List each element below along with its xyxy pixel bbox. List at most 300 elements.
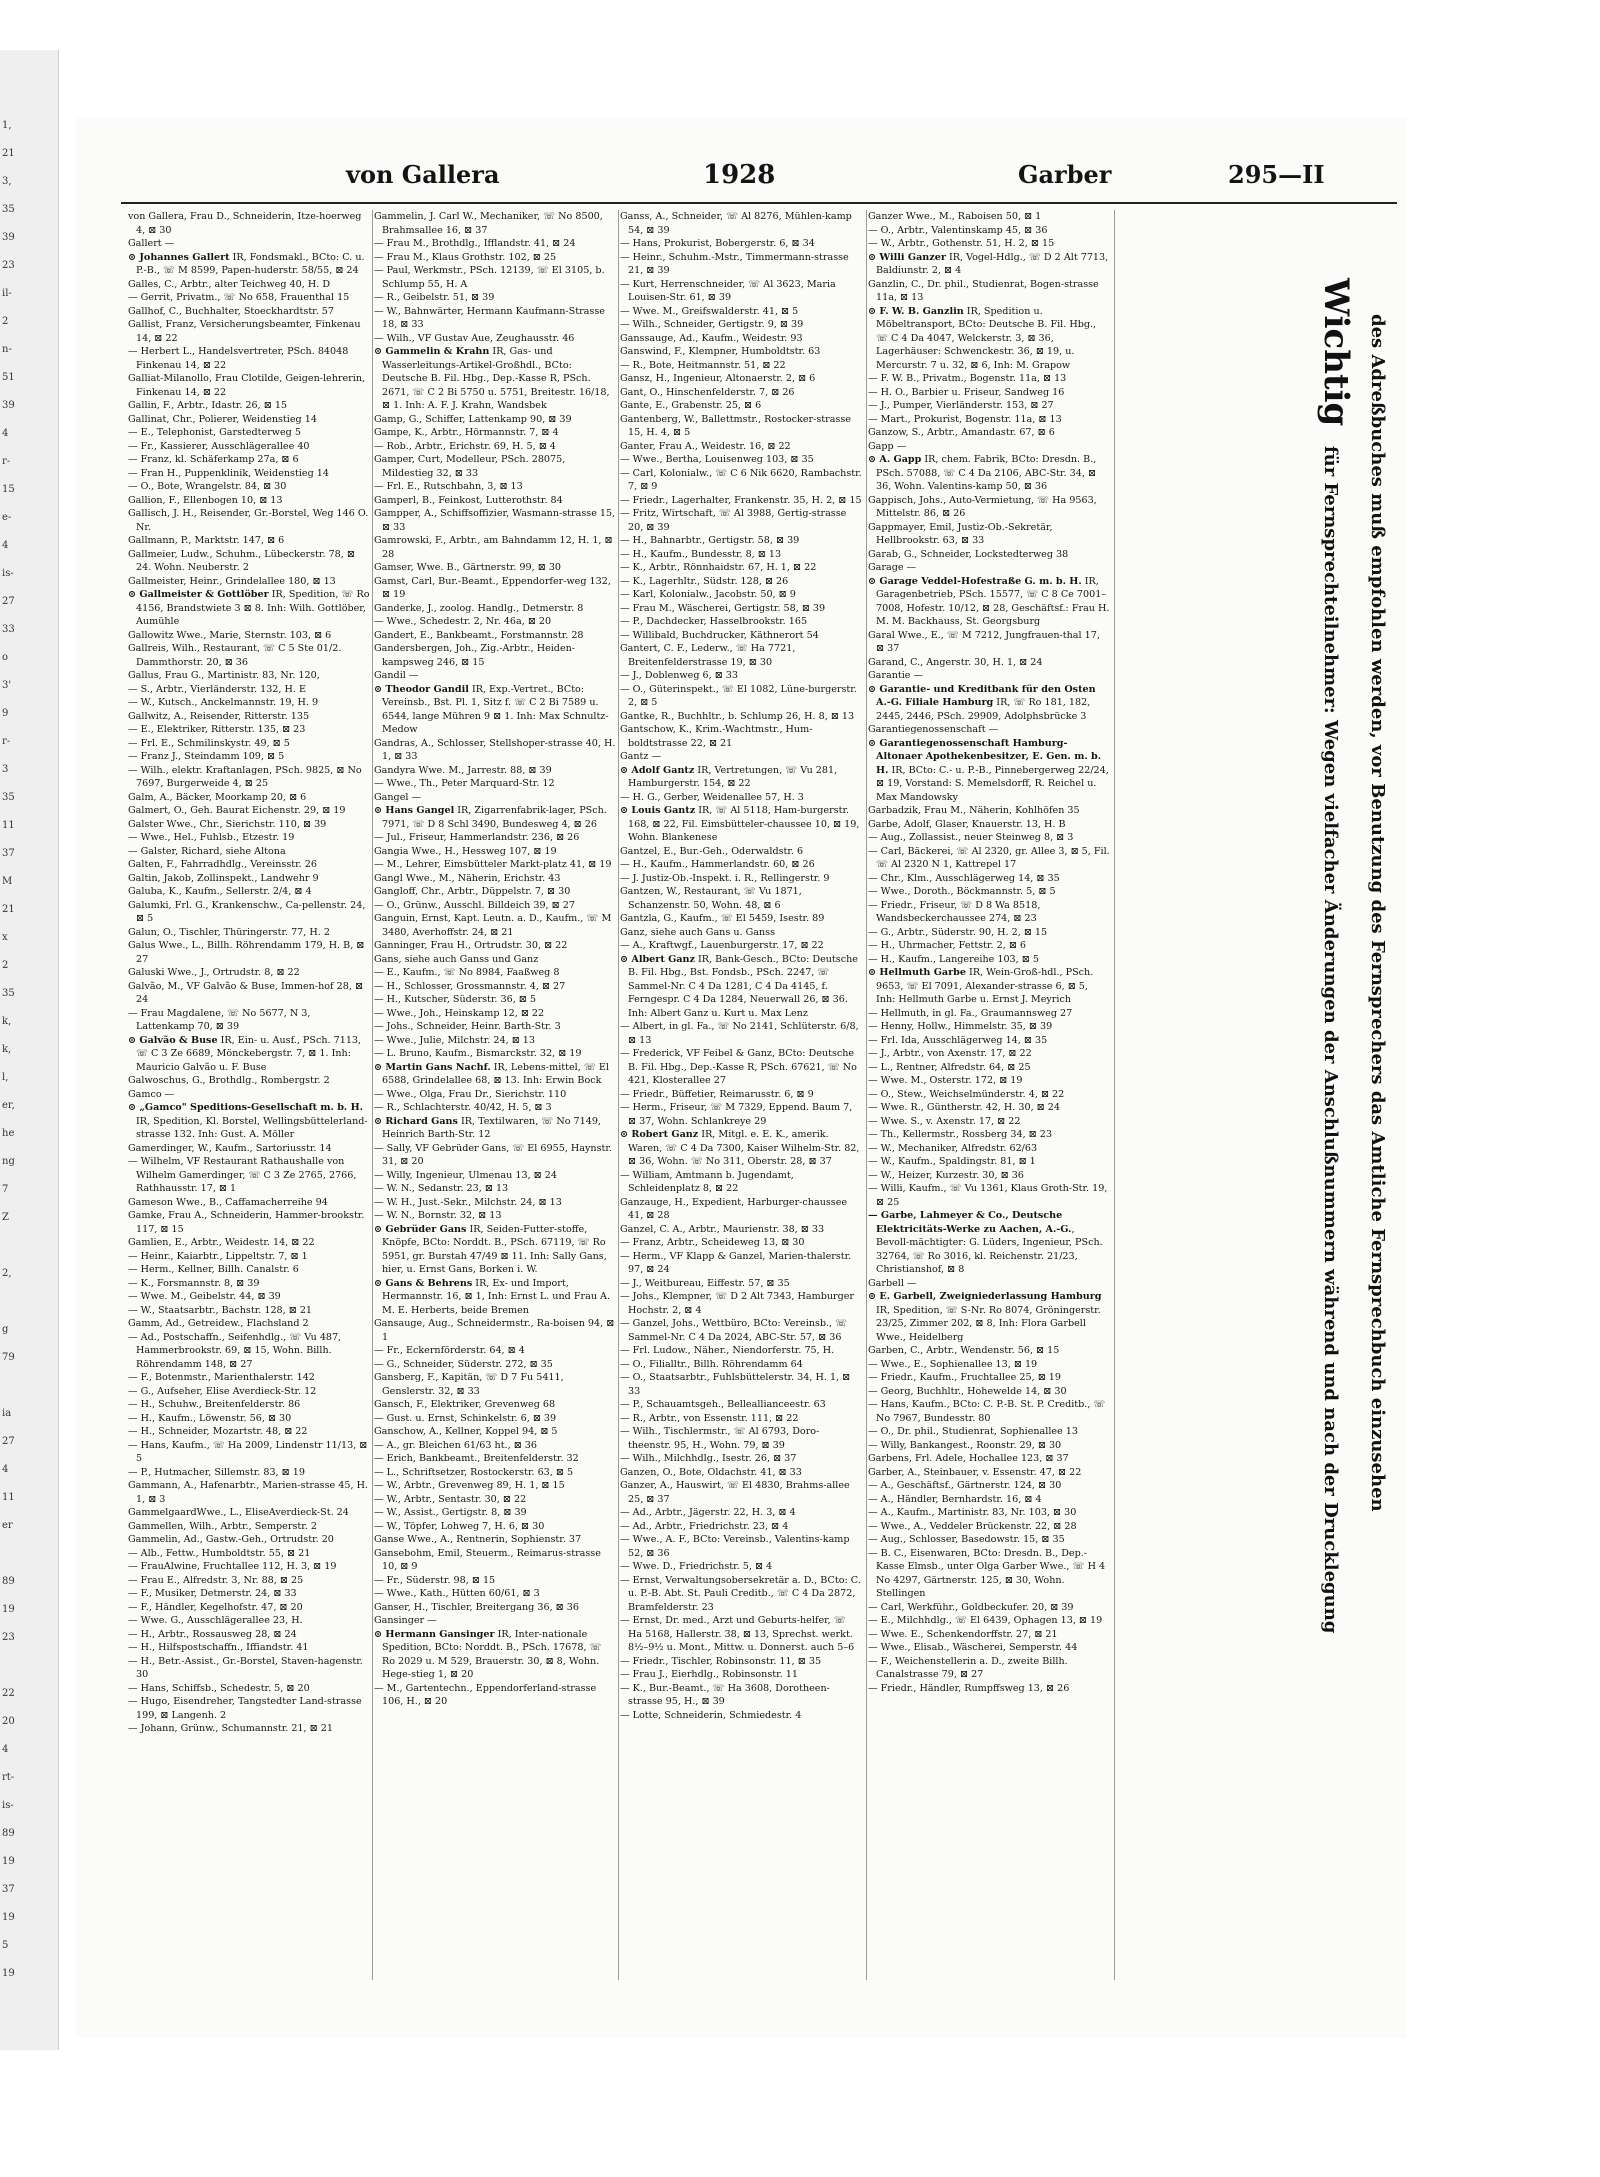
entry-text: IR, Wein-Groß-hdl., PSch. 9653, ☏ El 7091, Alexander-strasse 6, ⊠ 5, Inh: Hellmuth Garbe u. Ernst J. Meyrich — [876, 967, 1094, 1005]
entry-text: Ganswind, F., Klempner, Humboldtstr. 63 — [620, 346, 821, 357]
entry-text: — Heinr., Schuhm.-Mstr., Timmermann-strasse 21, ⊠ 39 — [620, 251, 849, 276]
entry-text: IR, Garagenbetrieb, PSch. 15577, ☏ C 8 Ce 7001–7008, Hofestr. 10/12, ⊠ 28, Geschäftsf.: Frau H. M. M. Backhauss, St. Georgsburg — [876, 575, 1110, 627]
entry-text: Gantert, C. F., Lederw., ☏ Ha 7721, Breitenfelderstrasse 19, ⊠ 30 — [620, 643, 796, 668]
entry-text: — O., Stew., Weichselmünderstr. 4, ⊠ 22 — [868, 1088, 1065, 1100]
entry-text: — Willy, Ingenieur, Ulmenau 13, ⊠ 24 — [374, 1169, 557, 1181]
directory-entry — [374, 966, 616, 980]
entry-text: — Lotte, Schneiderin, Schmiedestr. 4 — [620, 1709, 802, 1721]
entry-text: Gantke, R., Buchhltr., b. Schlump 26, H. 8, ⊠ 13 — [620, 710, 855, 722]
entry-text: Garantiegenossenschaft — — [868, 724, 999, 735]
entry-text: — Alb., Fettw., Humboldtstr. 55, ⊠ 21 — [128, 1547, 311, 1559]
directory-entry — [868, 278, 1110, 305]
vertical-notice — [1316, 278, 1356, 1998]
directory-entry — [620, 750, 862, 764]
entry-text: IR, Mitgl. e. E. K., amerik. Waren, ☏ C 4 Da 7300, Kaiser Wilhelm-Str. 82, ⊠ 36, Wohn. ☏ No 311, Oberstr. 28, ⊠ 37 — [628, 1129, 860, 1167]
entry-text: Gammelin, J. Carl W., Mechaniker, ☏ No 8500, Brahmsallee 16, ⊠ 37 — [374, 211, 603, 236]
entry-text: IR, Zigarrenfabrik-lager, PSch. 7971, ☏ D 8 Schl 3490, Bundesweg 4, ⊠ 26 — [382, 805, 607, 830]
directory-entry — [374, 575, 616, 602]
entry-text: Gallert — — [128, 238, 175, 249]
directory-entry — [128, 1196, 370, 1210]
header-year: 1928 — [703, 160, 776, 190]
directory-entry — [128, 710, 370, 724]
entry-text: Gantzen, W., Restaurant, ☏ Vu 1871, Schanzenstr. 50, Wohn. 48, ⊠ 6 — [620, 886, 802, 911]
entry-text: Gansinger — — [374, 1615, 437, 1626]
directory-entry — [620, 1506, 862, 1520]
entry-text: Garben, C., Arbtr., Wendenstr. 56, ⊠ 15 — [868, 1345, 1060, 1356]
directory-entry — [374, 1493, 616, 1507]
entry-text: Garantie — — [868, 670, 924, 681]
entry-text: — H., Schneider, Mozartstr. 48, ⊠ 22 — [128, 1426, 308, 1437]
directory-entry — [374, 777, 616, 791]
directory-entry — [374, 1007, 616, 1021]
directory-entry — [868, 521, 1110, 548]
entry-text: — Willy, Bankangest., Roonstr. 29, ⊠ 30 — [868, 1439, 1062, 1451]
directory-entry — [620, 1047, 862, 1088]
entry-text: — Ad., Arbtr., Friedrichstr. 23, ⊠ 4 — [620, 1520, 789, 1532]
directory-entry — [868, 1371, 1110, 1385]
directory-entry — [620, 251, 862, 278]
bleed-fragment: 89 — [2, 1576, 15, 1587]
directory-entry — [868, 1020, 1110, 1034]
entry-text: — William, Amtmann b. Jugendamt, Schleidenplatz 8, ⊠ 22 — [620, 1169, 794, 1194]
directory-entry — [374, 480, 616, 494]
entry-text: — Ernst, Verwaltungsobersekretär a. D., BCto: C. u. P.-B. Abt. St. Pauli Creditb., ☏ C 4 Da 2872, Bramfelderstr. 23 — [620, 1574, 861, 1613]
directory-entry — [868, 1628, 1110, 1642]
bleed-fragment: k, — [2, 1044, 12, 1055]
entry-text: — R., Geibelstr. 51, ⊠ 39 — [374, 292, 495, 303]
column-divider — [372, 210, 373, 1980]
entry-text: — H., Schlosser, Grossmannstr. 4, ⊠ 27 — [374, 980, 566, 992]
entry-text: — Frau M., Brothdlg., Ifflandstr. 41, ⊠ 24 — [374, 238, 576, 249]
directory-entry — [128, 1466, 370, 1480]
column-2 — [374, 210, 616, 1980]
entry-text: — Wwe., A., Veddeler Brückenstr. 22, ⊠ 28 — [868, 1520, 1077, 1532]
entry-text: — Herm., Kellner, Billh. Canalstr. 6 — [128, 1264, 299, 1275]
directory-entry — [128, 1655, 370, 1682]
directory-entry — [374, 210, 616, 237]
entry-text: Ganninger, Frau H., Ortrudstr. 30, ⊠ 22 — [374, 940, 568, 951]
entry-text: Gamperl, B., Feinkost, Lutterothstr. 84 — [374, 494, 563, 506]
entry-text: — W. N., Sedanstr. 23, ⊠ 13 — [374, 1183, 509, 1194]
directory-entry — [374, 264, 616, 291]
directory-entry — [620, 1128, 862, 1169]
directory-entry — [128, 467, 370, 481]
firm-name: ⊙ Galvão & Buse — [128, 1034, 218, 1046]
entry-text: — F., Musiker, Detmerstr. 24, ⊠ 33 — [128, 1588, 297, 1599]
entry-text: — L., Schriftsetzer, Rostockerstr. 63, ⊠ 5 — [374, 1466, 574, 1478]
directory-entry — [868, 885, 1110, 899]
entry-text: — O., Bote, Wrangelstr. 84, ⊠ 30 — [128, 481, 287, 492]
entry-text: Gammellen, Wilh., Arbtr., Semperstr. 2 — [128, 1520, 317, 1532]
directory-entry — [374, 305, 616, 332]
directory-entry — [620, 386, 862, 400]
entry-text: — Friedr., Büffetier, Reimarusstr. 6, ⊠ 9 — [620, 1088, 814, 1100]
directory-entry — [374, 1020, 616, 1034]
entry-text: — Herbert L., Handelsvertreter, PSch. 84048 Finkenau 14, ⊠ 22 — [128, 346, 349, 371]
directory-entry — [128, 1587, 370, 1601]
entry-text: — H., Betr.-Assist., Gr.-Borstel, Staven-hagenstr. 30 — [128, 1655, 363, 1680]
entry-text: Galles, C., Arbtr., alter Teichweg 40, H. D — [128, 278, 331, 290]
entry-text: — Wwe., Joh., Heinskamp 12, ⊠ 22 — [374, 1007, 545, 1019]
entry-text: — Frederick, VF Feibel & Ganz, BCto: Deutsche B. Fil. Hbg., Dep.-Kasse R, PSch. 67621, ☏ No 421, Klosterallee 27 — [620, 1048, 857, 1086]
bleed-fragment: 2, — [2, 1268, 12, 1279]
entry-text: Garal Wwe., E., ☏ M 7212, Jungfrauen-thal 17, ⊠ 37 — [868, 629, 1100, 654]
entry-text: Garage — — [868, 562, 917, 573]
directory-entry — [868, 1452, 1110, 1466]
entry-text: — A., Händler, Bernhardstr. 16, ⊠ 4 — [868, 1493, 1042, 1505]
directory-entry — [128, 305, 370, 319]
directory-entry — [374, 1142, 616, 1169]
bleed-fragment: 7 — [2, 1184, 9, 1195]
entry-text: Galliat-Milanollo, Frau Clotilde, Geigen-lehrerin, Finkenau 14, ⊠ 22 — [128, 373, 366, 398]
directory-entry — [868, 656, 1110, 670]
entry-text: Gamco — — [128, 1088, 175, 1100]
directory-entry — [128, 426, 370, 440]
entry-text: — A., Geschäftsf., Gärtnerstr. 124, ⊠ 30 — [868, 1480, 1062, 1491]
directory-entry — [620, 1668, 862, 1682]
entry-text: — G., Arbtr., Süderstr. 90, H. 2, ⊠ 15 — [868, 926, 1048, 938]
directory-entry — [868, 1614, 1110, 1628]
directory-entry — [128, 939, 370, 966]
firm-name: ⊙ Gallmeister & Gottlöber — [128, 589, 269, 600]
directory-entry — [620, 332, 862, 346]
directory-entry — [868, 426, 1110, 440]
entry-text: Gantz — — [620, 751, 662, 762]
directory-entry — [868, 899, 1110, 926]
directory-entry — [374, 683, 616, 737]
entry-text: — J., Doblenweg 6, ⊠ 33 — [620, 670, 739, 681]
entry-text: — Ad., Arbtr., Jägerstr. 22, H. 3, ⊠ 4 — [620, 1507, 796, 1518]
entry-text: — Herm., Friseur, ☏ M 7329, Eppend. Baum 7, ⊠ 37, Wohn. Schlankreye 29 — [620, 1102, 853, 1127]
entry-text: Ganssauge, Ad., Kaufm., Weidestr. 93 — [620, 332, 803, 344]
directory-entry — [868, 1398, 1110, 1425]
directory-entry — [620, 467, 862, 494]
directory-entry — [374, 629, 616, 643]
directory-entry — [868, 251, 1110, 278]
entry-text: — Sally, VF Gebrüder Gans, ☏ El 6955, Haynstr. 31, ⊠ 20 — [374, 1142, 612, 1167]
firm-name: ⊙ E. Garbell, Zweigniederlassung Hamburg — [868, 1291, 1102, 1302]
directory-entry — [128, 669, 370, 683]
bleed-fragment: e- — [2, 512, 12, 523]
directory-entry — [868, 669, 1110, 683]
entry-text: IR, Vogel-Hdlg., ☏ D 2 Alt 7713, Baldiunstr. 2, ⊠ 4 — [876, 251, 1109, 276]
directory-entry — [128, 1398, 370, 1412]
bleed-fragment: 9 — [2, 708, 9, 719]
bleed-fragment: o — [2, 652, 9, 663]
directory-entry — [128, 440, 370, 454]
entry-text: — G., Schneider, Süderstr. 272, ⊠ 35 — [374, 1358, 553, 1370]
entry-text: — W., Arbtr., Gothenstr. 51, H. 2, ⊠ 15 — [868, 238, 1055, 249]
directory-entry — [868, 1182, 1110, 1209]
entry-text: — Albert, in gl. Fa., ☏ No 2141, Schlüterstr. 6/8, ⊠ 13 — [620, 1021, 859, 1046]
entry-text: Ganzow, S., Arbtr., Amandastr. 67, ⊠ 6 — [868, 427, 1055, 438]
directory-entry — [620, 1466, 862, 1480]
directory-entry — [128, 1560, 370, 1574]
bleed-fragment: 4 — [2, 1464, 9, 1475]
entry-text: — Herm., VF Klapp & Ganzel, Marien-thalerstr. 97, ⊠ 24 — [620, 1250, 852, 1275]
directory-entry — [128, 345, 370, 372]
directory-entry — [128, 723, 370, 737]
entry-text: — W., Staatsarbtr., Bachstr. 128, ⊠ 21 — [128, 1304, 313, 1316]
directory-entry — [128, 251, 370, 278]
directory-entry — [374, 1047, 616, 1061]
bleed-fragment: 4 — [2, 1744, 9, 1755]
entry-text: — Wilhelm, VF Restaurant Rathaushalle von Wilhelm Gamerdinger, ☏ C 3 Ze 2765, 2766, Rathhausstr. 17, ⊠ 1 — [128, 1156, 357, 1194]
entry-text: Garbe, Adolf, Glaser, Knauerstr. 13, H. B — [868, 818, 1066, 830]
entry-text: Gandil — — [374, 670, 419, 681]
directory-entry — [128, 696, 370, 710]
entry-text: GammelgaardWwe., L., EliseAverdieck-St. 24 — [128, 1507, 349, 1518]
directory-entry — [868, 818, 1110, 832]
entry-text: — Kurt, Herrenschneider, ☏ Al 3623, Maria Louisen-Str. 61, ⊠ 39 — [620, 278, 836, 303]
directory-entry — [128, 507, 370, 534]
entry-text: — Aug., Zollassist., neuer Steinweg 8, ⊠ 3 — [868, 832, 1074, 843]
entry-text: — W., Bahnwärter, Hermann Kaufmann-Strasse 18, ⊠ 33 — [374, 305, 605, 330]
directory-entry — [620, 237, 862, 251]
directory-entry — [868, 1169, 1110, 1183]
entry-text: — Wwe., Th., Peter Marquard-Str. 12 — [374, 778, 555, 789]
directory-entry — [868, 1385, 1110, 1399]
directory-entry — [868, 629, 1110, 656]
entry-text: — Wilh., Tischlermstr., ☏ Al 6793, Doro-theenstr. 95, H., Wohn. 79, ⊠ 39 — [620, 1426, 820, 1451]
directory-entry — [620, 1196, 862, 1223]
entry-text: — G., Aufseher, Elise Averdieck-Str. 12 — [128, 1385, 317, 1397]
directory-entry — [868, 372, 1110, 386]
firm-name: ⊙ Adolf Gantz — [620, 764, 695, 776]
entry-text: — Wwe. D., Friedrichstr. 5, ⊠ 4 — [620, 1561, 773, 1572]
entry-text: Gansberg, F., Kapitän, ☏ D 7 Fu 5411, Genslerstr. 32, ⊠ 33 — [374, 1372, 564, 1397]
directory-entry — [868, 926, 1110, 940]
entry-text: Gandersbergen, Joh., Zig.-Arbtr., Heiden-kampsweg 246, ⊠ 15 — [374, 643, 576, 668]
entry-text: — H., Kaufm., Bundesstr. 8, ⊠ 13 — [620, 548, 782, 560]
entry-text: Galten, F., Fahrradhdlg., Vereinsstr. 26 — [128, 859, 317, 870]
entry-text: — Hugo, Eisendreher, Tangstedter Land-strasse 199, ⊠ Langenh. 2 — [128, 1696, 362, 1721]
directory-entry — [374, 1452, 616, 1466]
entry-text: Gangel — — [374, 791, 422, 803]
bleed-fragment: M — [2, 876, 13, 887]
entry-text: — FrauAlwine, Fruchtallee 112, H. 3, ⊠ 19 — [128, 1561, 337, 1572]
entry-text: — P., Dachdecker, Hasselbrookstr. 165 — [620, 616, 808, 627]
directory-entry — [128, 764, 370, 791]
entry-text: Galun, O., Tischler, Thüringerstr. 77, H. 2 — [128, 926, 330, 938]
entry-text: Gandert, E., Bankbeamt., Forstmannstr. 28 — [374, 629, 584, 641]
entry-text: — Johs., Schneider, Heinr. Barth-Str. 3 — [374, 1021, 561, 1032]
directory-entry — [620, 1709, 862, 1723]
entry-text: Gansz, H., Ingenieur, Altonaerstr. 2, ⊠ 6 — [620, 373, 816, 384]
bleed-fragment: 11 — [2, 820, 15, 831]
directory-entry — [868, 1142, 1110, 1156]
entry-text: — F., Weichenstellerin a. D., zweite Billh. Canalstrasse 79, ⊠ 27 — [868, 1655, 1068, 1680]
bleed-fragment: g — [2, 1324, 9, 1335]
entry-text: Ganzlin, C., Dr. phil., Studienrat, Bogen-strasse 11a, ⊠ 13 — [868, 278, 1099, 303]
directory-entry — [374, 1628, 616, 1682]
firm-name: ⊙ Gebrüder Gans — [374, 1223, 467, 1235]
entry-text: — Wwe., Hel., Fuhlsb., Etzestr. 19 — [128, 832, 295, 843]
entry-text: IR, Gas- und Wasserleitungs-Artikel-Großhdl., BCto: Deutsche B. Fil. Hbg., Dep.-Kasse R, PSch. 2671, ☏ C 2 Bi 5750 u. 5751, Breitestr. 16/18, ⊠ 1. Inh: A. F. J. Krahn, Wandsbek — [382, 346, 610, 411]
entry-text: von Gallera, Frau D., Schneiderin, Itze-hoerweg 4, ⊠ 30 — [128, 211, 362, 236]
directory-entry — [374, 1223, 616, 1277]
directory-entry — [128, 980, 370, 1007]
entry-text: IR, BCto: C.- u. P.-B., Pinnebergerweg 22/24, ⊠ 19, Vorstand: S. Memelsdorff, R. Reichel u. Max Mandowsky — [876, 764, 1109, 803]
entry-text: — Wwe. G., Ausschlägerallee 23, H. — [128, 1615, 303, 1626]
bleed-fragment: 19 — [2, 1604, 15, 1615]
directory-entry — [374, 1412, 616, 1426]
directory-entry — [374, 251, 616, 265]
entry-text: — O., Arbtr., Valentinskamp 45, ⊠ 36 — [868, 224, 1048, 236]
directory-entry — [128, 804, 370, 818]
entry-text: Ganser, H., Tischler, Breitergang 36, ⊠ 36 — [374, 1601, 579, 1613]
directory-entry — [374, 1466, 616, 1480]
bleed-fragment: 39 — [2, 400, 15, 411]
directory-entry — [374, 858, 616, 872]
directory-entry — [374, 1533, 616, 1547]
directory-entry — [868, 1034, 1110, 1048]
entry-text: — A., Kaufm., Martinistr. 83, Nr. 103, ⊠ 30 — [868, 1507, 1077, 1518]
entry-text: — O., Güterinspekt., ☏ El 1082, Lüne-burgerstr. 2, ⊠ 5 — [620, 683, 857, 708]
bleed-fragment: 79 — [2, 1352, 15, 1363]
directory-entry — [374, 1182, 616, 1196]
directory-entry — [128, 642, 370, 669]
directory-entry — [868, 440, 1110, 454]
directory-entry — [128, 1209, 370, 1236]
entry-text: IR, Textilwaren, ☏ No 7149, Heinrich Barth-Str. 12 — [382, 1115, 602, 1140]
directory-entry — [128, 1682, 370, 1696]
bleed-fragment: 35 — [2, 204, 15, 215]
directory-entry — [128, 750, 370, 764]
directory-entry — [868, 1655, 1110, 1682]
entry-text: — Fr., Eckernförderstr. 64, ⊠ 4 — [374, 1345, 525, 1356]
firm-name: ⊙ Louis Gantz — [620, 805, 696, 816]
entry-text: — Wwe. E., Schenkendorffstr. 27, ⊠ 21 — [868, 1628, 1058, 1640]
directory-entry — [868, 575, 1110, 629]
column-divider — [866, 210, 867, 1980]
entry-text: — Hans, Kaufm., ☏ Ha 2009, Lindenstr 11/13, ⊠ 5 — [128, 1439, 368, 1464]
entry-text: — Hans, Prokurist, Bobergerstr. 6, ⊠ 34 — [620, 238, 815, 249]
entry-text: — Paul, Werkmstr., PSch. 12139, ☏ El 3105, b. Schlump 55, H. A — [374, 265, 605, 290]
entry-text: Gallmeier, Ludw., Schuhm., Lübeckerstr. 78, ⊠ 24. Wohn. Neuberstr. 2 — [128, 548, 355, 573]
directory-entry — [374, 939, 616, 953]
entry-text: — Erich, Bankbeamt., Breitenfelderstr. 32 — [374, 1453, 579, 1464]
entry-text: — O., Grünw., Ausschl. Billdeich 39, ⊠ 27 — [374, 899, 575, 911]
entry-text: — Georg, Buchhltr., Hohewelde 14, ⊠ 30 — [868, 1385, 1067, 1397]
directory-entry — [374, 1506, 616, 1520]
directory-entry — [128, 1533, 370, 1547]
entry-text: — Fr., Süderstr. 98, ⊠ 15 — [374, 1574, 496, 1586]
entry-text: — K., Lagerhltr., Südstr. 128, ⊠ 26 — [620, 575, 789, 587]
entry-text: Galumki, Frl. G., Krankenschw., Ca-pellenstr. 24, ⊠ 5 — [128, 899, 366, 924]
firm-name: ⊙ Martin Gans Nachf. — [374, 1061, 491, 1073]
entry-text: Gallin, F., Arbtr., Idastr. 26, ⊠ 15 — [128, 400, 288, 411]
entry-text: IR, chem. Fabrik, BCto: Dresdn. B., PSch. 57088, ☏ C 4 Da 2106, ABC-Str. 34, ⊠ 36, Wohn. Valentins-kamp 50, ⊠ 36 — [876, 454, 1097, 492]
directory-entry — [374, 1371, 616, 1398]
directory-entry — [868, 1439, 1110, 1453]
directory-entry — [374, 413, 616, 427]
directory-entry — [128, 1547, 370, 1561]
entry-text: — B. C., Eisenwaren, BCto: Dresdn. B., Dep.-Kasse Elmsb., unter Olga Garber Wwe., ☏ H 4 No 4297, Gärtnerstr. 125, ⊠ 30, Wohn. Stellingen — [868, 1547, 1106, 1599]
entry-text: — Frau J., Eierhdlg., Robinsonstr. 11 — [620, 1669, 798, 1680]
directory-entry — [374, 885, 616, 899]
entry-text: IR, Lebens-mittel, ☏ El 6588, Grindelallee 68, ⊠ 13. Inh: Erwin Bock — [382, 1061, 609, 1086]
directory-entry — [128, 399, 370, 413]
entry-text: Garbens, Frl. Adele, Hochallee 123, ⊠ 37 — [868, 1453, 1069, 1464]
directory-entry — [620, 1277, 862, 1291]
directory-entry — [374, 1061, 616, 1088]
entry-text: Ganzel, C. A., Arbtr., Maurienstr. 38, ⊠ 33 — [620, 1223, 825, 1235]
entry-text: Garber, A., Steinbauer, v. Essenstr. 47, ⊠ 22 — [868, 1466, 1082, 1478]
directory-entry — [128, 1412, 370, 1426]
directory-entry — [128, 737, 370, 751]
directory-entry — [620, 494, 862, 508]
bleed-fragment: rt- — [2, 1772, 15, 1783]
entry-text: Gangia Wwe., H., Hessweg 107, ⊠ 19 — [374, 845, 557, 857]
directory-entry — [128, 683, 370, 697]
directory-entry — [128, 1074, 370, 1088]
entry-text: — Wwe., Schedestr. 2, Nr. 46a, ⊠ 20 — [374, 616, 552, 627]
entry-text: — A., Kraftwgf., Lauenburgerstr. 17, ⊠ 22 — [620, 940, 824, 951]
directory-entry — [128, 831, 370, 845]
entry-text: IR, Vertretungen, ☏ Vu 281, Hamburgerstr. 154, ⊠ 22 — [628, 764, 838, 789]
header-right-word: Garber — [1018, 160, 1112, 189]
entry-text: — A., gr. Bleichen 61/63 ht., ⊠ 36 — [374, 1439, 537, 1451]
directory-entry — [620, 345, 862, 359]
directory-entry — [128, 1574, 370, 1588]
bleed-fragment: 19 — [2, 1856, 15, 1867]
directory-entry — [374, 1479, 616, 1493]
entry-text: — W., Kaufm., Spaldingstr. 81, ⊠ 1 — [868, 1156, 1036, 1167]
directory-entry — [374, 332, 616, 346]
bleed-fragment: 21 — [2, 904, 15, 915]
entry-text: IR, Spedition u. Möbeltransport, BCto: Deutsche B. Fil. Hbg., ☏ C 4 Da 4047, Welckerstr. 3, ⊠ 36, Lagerhäuser: Schwenckestr. 36, ⊠ 19, u. Mercurstr. 7 u. 32, ⊠ 6, Inh: M. Grapow — [876, 305, 1097, 371]
directory-entry — [620, 507, 862, 534]
directory-entry — [620, 858, 862, 872]
directory-entry — [128, 548, 370, 575]
directory-entry — [868, 831, 1110, 845]
directory-entry — [620, 939, 862, 953]
directory-entry — [620, 318, 862, 332]
entry-text: — L., Rentner, Alfredstr. 64, ⊠ 25 — [868, 1061, 1031, 1073]
entry-text: IR, Spedition, ☏ Ro 4156, Brandstwiete 3 ⊠ 8. Inh: Wilh. Gottlöber, Aumühle — [136, 589, 370, 627]
directory-entry — [374, 993, 616, 1007]
directory-entry — [868, 1479, 1110, 1493]
directory-entry — [374, 1277, 616, 1318]
bleed-fragment: 37 — [2, 1884, 15, 1895]
entry-text: Gantzla, G., Kaufm., ☏ El 5459, Isestr. 89 — [620, 913, 825, 924]
directory-entry — [128, 237, 370, 251]
entry-text: Gansauge, Aug., Schneidermstr., Ra-boisen 94, ⊠ 1 — [374, 1318, 615, 1343]
directory-entry — [128, 480, 370, 494]
directory-entry — [128, 1277, 370, 1291]
entry-text: — Friedr., Tischler, Robinsonstr. 11, ⊠ 35 — [620, 1655, 822, 1667]
bleed-fragment: 35 — [2, 988, 15, 999]
bleed-fragment: 21 — [2, 148, 15, 159]
directory-entry — [374, 899, 616, 913]
column-4 — [868, 210, 1110, 1980]
entry-text: Gant, O., Hinschenfelderstr. 7, ⊠ 26 — [620, 386, 795, 398]
bleed-fragment: r- — [2, 456, 11, 467]
directory-entry — [374, 1574, 616, 1588]
bleed-fragment: 3 — [2, 764, 9, 775]
directory-entry — [374, 912, 616, 939]
directory-entry — [128, 1088, 370, 1102]
entry-text: IR, Seiden-Futter-stoffe, Knöpfe, BCto: Norddt. B., PSch. 67119, ☏ Ro 5951, gr. Burstah 47/49 ⊠ 11. Inh: Sally Gans, hier, u. Ernst Gans, Borken i. W. — [382, 1223, 607, 1275]
directory-entry — [374, 764, 616, 778]
directory-entry — [620, 1614, 862, 1655]
directory-entry — [128, 885, 370, 899]
directory-entry — [374, 845, 616, 859]
entry-text: — Wwe., Kath., Hütten 60/61, ⊠ 3 — [374, 1588, 540, 1599]
directory-entry — [868, 1682, 1110, 1696]
header-left-word: von Gallera — [346, 160, 500, 189]
